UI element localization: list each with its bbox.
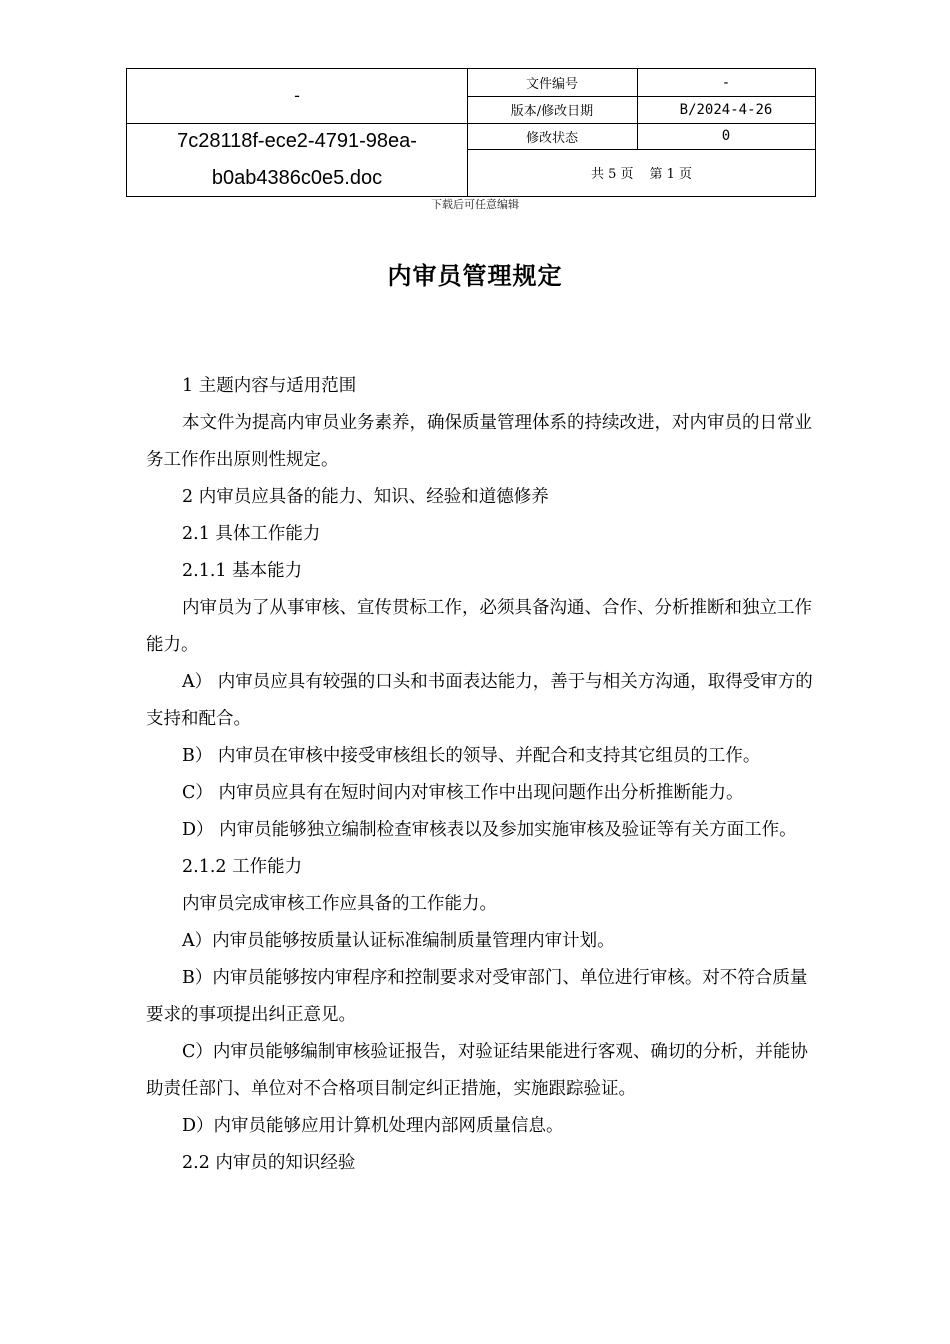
list-item: D） 内审员能够独立编制检查审核表以及参加实施审核及验证等有关方面工作。: [182, 820, 797, 840]
section-heading: 1 主题内容与适用范围: [182, 376, 357, 396]
page-count: [467, 149, 816, 196]
list-item: C）内审员能够编制审核验证报告，对验证结果能进行客观、确切的分析，并能协助责任部门、单位对不合格项目制定纠正措施，实施跟踪验证。: [146, 1042, 808, 1099]
page-title: 内审员管理规定: [387, 262, 563, 290]
list-item: B） 内审员在审核中接受审核组长的领导、并配合和支持其它组员的工作。: [182, 746, 761, 766]
list-item: B）内审员能够按内审程序和控制要求对受审部门、单位进行审核。对不符合质量要求的事项提出纠正意见。: [146, 968, 808, 1025]
file-no-label: 文件编号: [525, 77, 578, 92]
doc-filename-line1: 7c28118f-ece2-4791-98ea-: [177, 130, 417, 152]
pages-current: 第 1 页: [649, 167, 693, 182]
list-item: A）内审员能够按质量认证标准编制质量管理内审计划。: [182, 931, 615, 951]
section-heading: 2.2 内审员的知识经验: [182, 1153, 356, 1173]
edit-note: 下载后可任意编辑: [431, 198, 519, 211]
document-header-table: [126, 68, 816, 197]
list-item: D）内审员能够应用计算机处理内部网质量信息。: [182, 1116, 564, 1136]
document-body: [146, 368, 816, 1182]
section-heading: 2 内审员应具备的能力、知识、经验和道德修养: [182, 487, 549, 507]
paragraph: 内审员为了从事审核、宣传贯标工作，必须具备沟通、合作、分析推断和独立工作能力。: [146, 598, 812, 655]
pages-total: 共 5 页: [590, 167, 634, 182]
section-heading: 2.1.1 基本能力: [182, 561, 303, 581]
paragraph: 内审员完成审核工作应具备的工作能力。: [182, 894, 497, 914]
file-no-value: -: [721, 74, 731, 91]
doc-filename: [127, 123, 467, 197]
list-item: C） 内审员应具有在短时间内对审核工作中出现问题作出分析推断能力。: [182, 783, 744, 803]
list-item: A） 内审员应具有较强的口头和书面表达能力，善于与相关方沟通，取得受审方的支持和配合。: [146, 672, 813, 729]
doc-name-placeholder: -: [294, 86, 300, 106]
version-value: B/2024-4-26: [679, 101, 773, 118]
paragraph: 本文件为提高内审员业务素养，确保质量管理体系的持续改进，对内审员的日常业务工作作出原则性规定。: [146, 413, 812, 470]
section-heading: 2.1 具体工作能力: [182, 524, 321, 544]
section-heading: 2.1.2 工作能力: [182, 857, 303, 877]
status-label: 修改状态: [525, 130, 578, 146]
doc-filename-line2: b0ab4386c0e5.doc: [211, 167, 383, 189]
status-value: 0: [721, 128, 731, 144]
version-label: 版本/修改日期: [510, 104, 594, 119]
